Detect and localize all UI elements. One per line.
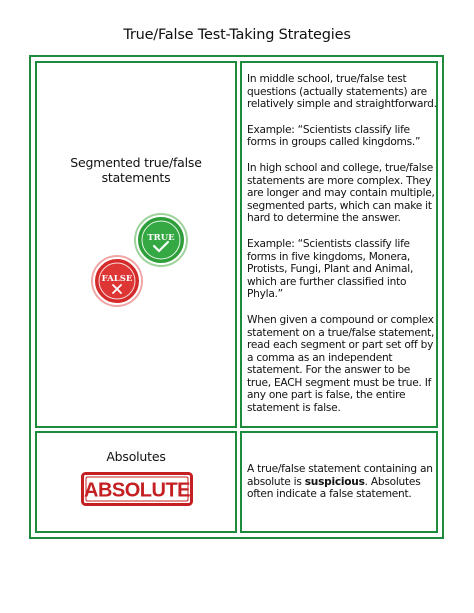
absolutes-text xyxy=(247,463,437,501)
absolutes-heading: Absolutes xyxy=(106,449,166,464)
paragraph-example-2: Example: “Scientists classify life forms in five kingdoms, Monera, Protists, Fungi, Plant and Animal, which are further classified into Phyla.” xyxy=(247,237,414,301)
paragraph-middle-school: In middle school, true/false test questions (actually statements) are relatively simple and straightforward. xyxy=(247,73,437,111)
true-false-badges-icon xyxy=(37,63,239,430)
absolute-stamp-icon xyxy=(81,472,193,506)
paragraph-high-school: In high school and college, true/false statements are more complex. They are longer and may contain multiple, segmented parts, which can make it hard to determine the answer. xyxy=(247,161,435,225)
strategy-table xyxy=(29,55,444,539)
true-badge-icon xyxy=(134,213,188,267)
absolutes-text-cell xyxy=(240,431,438,533)
paragraph-compound-advice: When given a compound or complex statement on a true/false statement, read each segment or part set off by a comma as an independent statement. For the answer to be true, EACH segment must be true. If any one part is false, the entire statement is false. xyxy=(247,313,435,415)
segmented-heading: Segmented true/false statements xyxy=(70,155,202,185)
segmented-text-cell xyxy=(240,61,438,428)
segmented-heading-cell xyxy=(35,61,237,428)
absolutes-emphasis: suspicious xyxy=(304,475,365,488)
true-badge-label: TRUE xyxy=(147,233,175,243)
false-badge-icon xyxy=(91,255,143,307)
page-title: True/False Test-Taking Strategies xyxy=(123,27,351,43)
absolute-stamp-label: ABSOLUTE xyxy=(84,479,190,502)
absolutes-text-end: . Absolutes often indicate a false statement. xyxy=(247,475,421,501)
false-badge-label: FALSE xyxy=(101,274,133,284)
segmented-text xyxy=(247,73,437,428)
absolutes-heading-cell xyxy=(35,431,237,533)
paragraph-example-1: Example: “Scientists classify life forms in groups called kingdoms.” xyxy=(247,123,421,149)
absolutes-text-start: A true/false statement containing an absolute is xyxy=(247,463,433,488)
